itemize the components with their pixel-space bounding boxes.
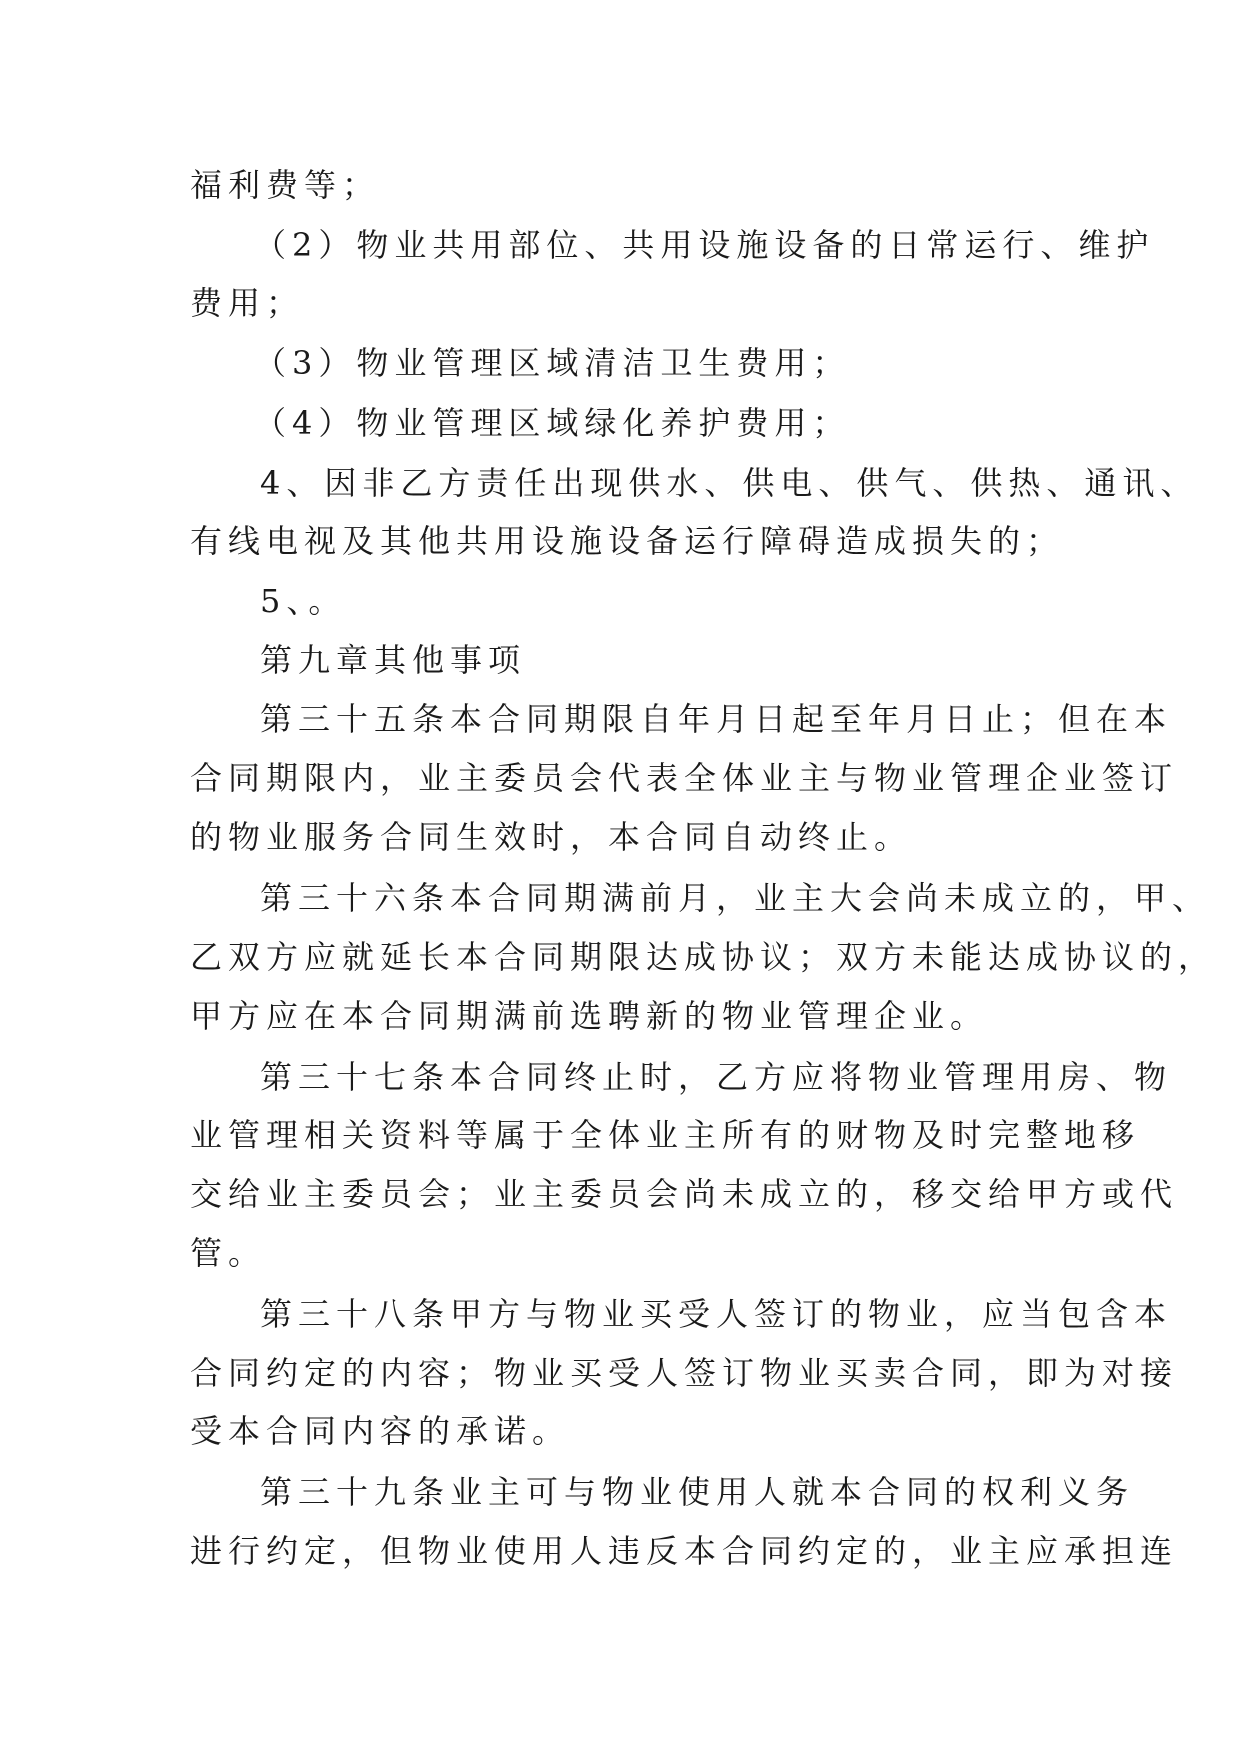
text-line: （2）物业共用部位、共用设施设备的日常运行、维护: [254, 226, 1155, 264]
text-line: （4）物业管理区域绿化养护费用；: [254, 404, 851, 442]
text-line: 第三十九条业主可与物业使用人就本合同的权利义务: [260, 1473, 1135, 1511]
text-line: 交给业主委员会；业主委员会尚未成立的，移交给甲方或代: [190, 1175, 1179, 1213]
text-line: 福利费等；: [190, 166, 381, 204]
section-heading: 第九章其他事项: [260, 641, 527, 679]
text-line: 5、。: [260, 582, 347, 620]
text-line: 第三十八条甲方与物业买受人签订的物业，应当包含本: [260, 1295, 1173, 1333]
text-line: 第三十七条本合同终止时，乙方应将物业管理用房、物: [260, 1058, 1173, 1096]
text-line: 业管理相关资料等属于全体业主所有的财物及时完整地移: [190, 1116, 1141, 1154]
text-line: 受本合同内容的承诺。: [190, 1412, 571, 1450]
text-line: 甲方应在本合同期满前选聘新的物业管理企业。: [190, 997, 989, 1035]
text-line: 的物业服务合同生效时，本合同自动终止。: [190, 818, 913, 856]
text-line: 管。: [190, 1234, 267, 1272]
text-line: 费用；: [190, 284, 305, 322]
text-line: 第三十六条本合同期满前月，业主大会尚未成立的，甲、: [260, 879, 1211, 917]
text-line: 合同期限内，业主委员会代表全体业主与物业管理企业签订: [190, 759, 1179, 797]
text-line: 第三十五条本合同期限自年月日起至年月日止；但在本: [260, 700, 1173, 738]
text-line: 进行约定，但物业使用人违反本合同约定的，业主应承担连: [190, 1532, 1179, 1570]
text-line: 乙双方应就延长本合同期限达成协议；双方未能达成协议的，: [190, 938, 1217, 976]
text-line: 4、因非乙方责任出现供水、供电、供气、供热、通讯、: [260, 464, 1199, 502]
text-line: 有线电视及其他共用设施设备运行障碍造成损失的；: [190, 522, 1065, 560]
text-line: （3）物业管理区域清洁卫生费用；: [254, 344, 851, 382]
text-line: 合同约定的内容；物业买受人签订物业买卖合同，即为对接: [190, 1354, 1179, 1392]
